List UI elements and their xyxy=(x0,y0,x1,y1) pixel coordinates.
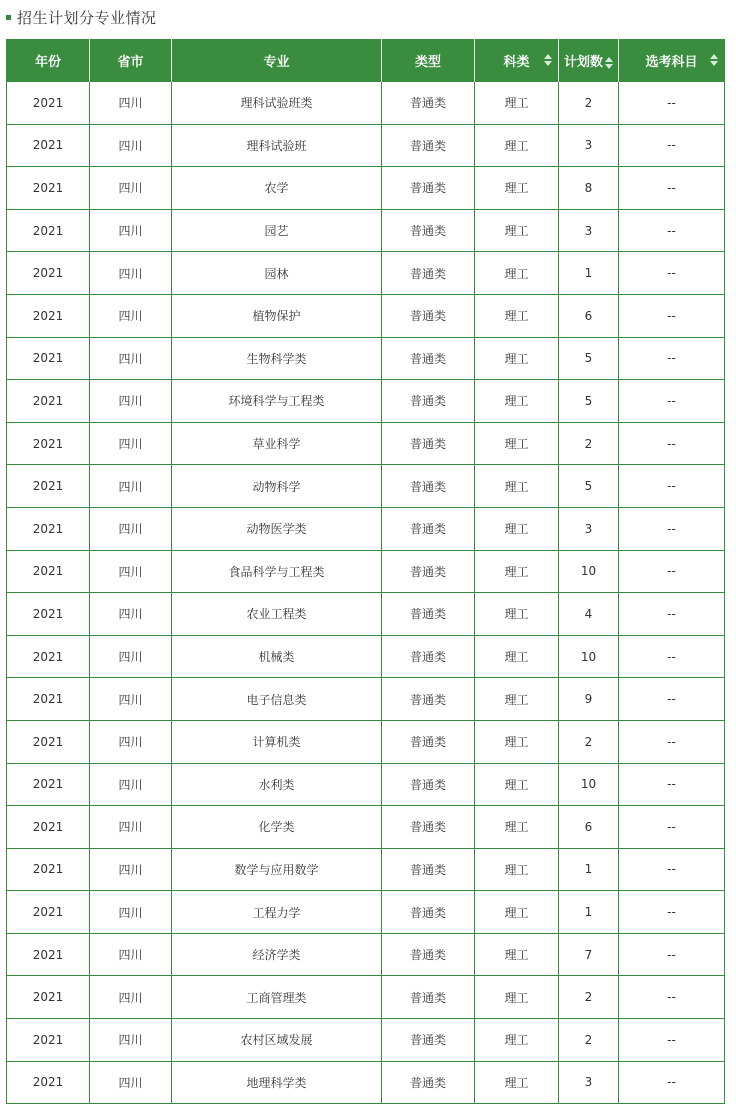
cell-province: 四川 xyxy=(90,1019,172,1062)
cell-subjects: -- xyxy=(619,806,725,849)
cell-province: 四川 xyxy=(90,124,172,167)
cell-major: 经济学类 xyxy=(172,933,382,976)
cell-plan-count: 10 xyxy=(559,635,619,678)
cell-subjects: -- xyxy=(619,720,725,763)
cell-type: 普通类 xyxy=(382,678,475,721)
cell-major: 动物医学类 xyxy=(172,507,382,550)
cell-subjects: -- xyxy=(619,891,725,934)
cell-province: 四川 xyxy=(90,806,172,849)
cell-category: 理工 xyxy=(475,678,559,721)
cell-category: 理工 xyxy=(475,891,559,934)
cell-type: 普通类 xyxy=(382,507,475,550)
cell-major: 草业科学 xyxy=(172,422,382,465)
table-row xyxy=(7,380,725,423)
cell-year: 2021 xyxy=(7,82,90,125)
header-subjects-label: 选考科目 xyxy=(645,54,698,70)
table-row xyxy=(7,422,725,465)
cell-plan-count: 8 xyxy=(559,167,619,210)
cell-type: 普通类 xyxy=(382,891,475,934)
cell-category: 理工 xyxy=(475,848,559,891)
table-row xyxy=(7,465,725,508)
cell-province: 四川 xyxy=(90,294,172,337)
cell-major: 食品科学与工程类 xyxy=(172,550,382,593)
cell-subjects: -- xyxy=(619,848,725,891)
table-row xyxy=(7,167,725,210)
cell-type: 普通类 xyxy=(382,124,475,167)
cell-year: 2021 xyxy=(7,720,90,763)
cell-year: 2021 xyxy=(7,763,90,806)
header-major xyxy=(172,39,382,82)
cell-major: 化学类 xyxy=(172,806,382,849)
cell-province: 四川 xyxy=(90,82,172,125)
cell-major: 工商管理类 xyxy=(172,976,382,1019)
cell-category: 理工 xyxy=(475,167,559,210)
cell-province: 四川 xyxy=(90,720,172,763)
cell-category: 理工 xyxy=(475,635,559,678)
table-row xyxy=(7,891,725,934)
cell-province: 四川 xyxy=(90,1061,172,1104)
cell-major: 数学与应用数学 xyxy=(172,848,382,891)
cell-plan-count: 6 xyxy=(559,294,619,337)
cell-province: 四川 xyxy=(90,550,172,593)
cell-province: 四川 xyxy=(90,337,172,380)
cell-major: 计算机类 xyxy=(172,720,382,763)
cell-type: 普通类 xyxy=(382,465,475,508)
cell-major: 电子信息类 xyxy=(172,678,382,721)
cell-major: 园林 xyxy=(172,252,382,295)
cell-type: 普通类 xyxy=(382,252,475,295)
cell-plan-count: 1 xyxy=(559,848,619,891)
header-year-label: 年份 xyxy=(34,54,61,70)
cell-plan-count: 2 xyxy=(559,1019,619,1062)
table-row xyxy=(7,933,725,976)
cell-year: 2021 xyxy=(7,380,90,423)
cell-type: 普通类 xyxy=(382,806,475,849)
cell-plan-count: 3 xyxy=(559,209,619,252)
cell-plan-count: 6 xyxy=(559,806,619,849)
cell-category: 理工 xyxy=(475,976,559,1019)
cell-province: 四川 xyxy=(90,763,172,806)
cell-plan-count: 1 xyxy=(559,252,619,295)
table-body xyxy=(7,82,725,1104)
cell-subjects: -- xyxy=(619,82,725,125)
cell-plan-count: 2 xyxy=(559,720,619,763)
cell-category: 理工 xyxy=(475,1019,559,1062)
cell-category: 理工 xyxy=(475,593,559,636)
cell-province: 四川 xyxy=(90,380,172,423)
cell-province: 四川 xyxy=(90,848,172,891)
cell-category: 理工 xyxy=(475,550,559,593)
cell-type: 普通类 xyxy=(382,1061,475,1104)
cell-year: 2021 xyxy=(7,848,90,891)
table-row xyxy=(7,848,725,891)
cell-major: 机械类 xyxy=(172,635,382,678)
sort-arrows-icon[interactable] xyxy=(605,57,613,69)
cell-subjects: -- xyxy=(619,465,725,508)
cell-province: 四川 xyxy=(90,209,172,252)
cell-type: 普通类 xyxy=(382,933,475,976)
table-row xyxy=(7,976,725,1019)
table-header-row xyxy=(7,39,725,82)
header-type xyxy=(382,39,475,82)
cell-year: 2021 xyxy=(7,678,90,721)
cell-year: 2021 xyxy=(7,465,90,508)
cell-province: 四川 xyxy=(90,593,172,636)
header-province xyxy=(90,39,172,82)
table-row xyxy=(7,593,725,636)
cell-category: 理工 xyxy=(475,124,559,167)
cell-province: 四川 xyxy=(90,635,172,678)
cell-subjects: -- xyxy=(619,550,725,593)
cell-major: 植物保护 xyxy=(172,294,382,337)
cell-plan-count: 9 xyxy=(559,678,619,721)
cell-province: 四川 xyxy=(90,891,172,934)
cell-year: 2021 xyxy=(7,933,90,976)
cell-year: 2021 xyxy=(7,252,90,295)
cell-year: 2021 xyxy=(7,1019,90,1062)
cell-type: 普通类 xyxy=(382,550,475,593)
header-plan-count-label: 计划数 xyxy=(563,54,603,70)
cell-category: 理工 xyxy=(475,380,559,423)
cell-subjects: -- xyxy=(619,678,725,721)
table-row xyxy=(7,124,725,167)
cell-category: 理工 xyxy=(475,209,559,252)
cell-province: 四川 xyxy=(90,252,172,295)
cell-subjects: -- xyxy=(619,976,725,1019)
cell-subjects: -- xyxy=(619,380,725,423)
cell-province: 四川 xyxy=(90,507,172,550)
sort-arrows-icon[interactable] xyxy=(544,54,552,66)
cell-plan-count: 3 xyxy=(559,124,619,167)
table-row xyxy=(7,550,725,593)
cell-type: 普通类 xyxy=(382,82,475,125)
table-row xyxy=(7,635,725,678)
cell-category: 理工 xyxy=(475,252,559,295)
cell-category: 理工 xyxy=(475,1061,559,1104)
cell-year: 2021 xyxy=(7,167,90,210)
cell-year: 2021 xyxy=(7,124,90,167)
cell-subjects: -- xyxy=(619,124,725,167)
table-row xyxy=(7,294,725,337)
cell-major: 地理科学类 xyxy=(172,1061,382,1104)
header-category[interactable] xyxy=(475,39,559,82)
header-province-label: 省市 xyxy=(117,54,144,70)
cell-subjects: -- xyxy=(619,593,725,636)
table-row xyxy=(7,806,725,849)
cell-plan-count: 2 xyxy=(559,976,619,1019)
cell-type: 普通类 xyxy=(382,848,475,891)
cell-plan-count: 1 xyxy=(559,891,619,934)
cell-plan-count: 5 xyxy=(559,337,619,380)
cell-year: 2021 xyxy=(7,1061,90,1104)
cell-subjects: -- xyxy=(619,209,725,252)
cell-category: 理工 xyxy=(475,337,559,380)
header-plan-count[interactable] xyxy=(559,39,619,82)
cell-year: 2021 xyxy=(7,337,90,380)
cell-year: 2021 xyxy=(7,507,90,550)
cell-year: 2021 xyxy=(7,294,90,337)
cell-year: 2021 xyxy=(7,806,90,849)
cell-type: 普通类 xyxy=(382,209,475,252)
cell-year: 2021 xyxy=(7,209,90,252)
section-header xyxy=(6,5,157,29)
table-row xyxy=(7,507,725,550)
cell-subjects: -- xyxy=(619,1019,725,1062)
cell-year: 2021 xyxy=(7,593,90,636)
cell-province: 四川 xyxy=(90,678,172,721)
cell-major: 理科试验班 xyxy=(172,124,382,167)
cell-category: 理工 xyxy=(475,465,559,508)
table-row xyxy=(7,763,725,806)
cell-province: 四川 xyxy=(90,933,172,976)
cell-type: 普通类 xyxy=(382,337,475,380)
cell-province: 四川 xyxy=(90,167,172,210)
table-row xyxy=(7,252,725,295)
square-bullet-icon xyxy=(6,15,11,20)
cell-year: 2021 xyxy=(7,550,90,593)
cell-year: 2021 xyxy=(7,635,90,678)
cell-type: 普通类 xyxy=(382,167,475,210)
cell-type: 普通类 xyxy=(382,1019,475,1062)
cell-subjects: -- xyxy=(619,294,725,337)
cell-subjects: -- xyxy=(619,507,725,550)
cell-plan-count: 5 xyxy=(559,380,619,423)
table-row xyxy=(7,209,725,252)
cell-plan-count: 5 xyxy=(559,465,619,508)
cell-major: 理科试验班类 xyxy=(172,82,382,125)
cell-type: 普通类 xyxy=(382,380,475,423)
cell-plan-count: 10 xyxy=(559,763,619,806)
cell-major: 园艺 xyxy=(172,209,382,252)
cell-major: 农学 xyxy=(172,167,382,210)
cell-category: 理工 xyxy=(475,82,559,125)
cell-major: 环境科学与工程类 xyxy=(172,380,382,423)
cell-year: 2021 xyxy=(7,422,90,465)
cell-type: 普通类 xyxy=(382,593,475,636)
cell-type: 普通类 xyxy=(382,720,475,763)
cell-plan-count: 2 xyxy=(559,422,619,465)
cell-major: 水利类 xyxy=(172,763,382,806)
cell-type: 普通类 xyxy=(382,422,475,465)
cell-subjects: -- xyxy=(619,1061,725,1104)
table-row xyxy=(7,678,725,721)
header-year xyxy=(7,39,90,82)
cell-plan-count: 4 xyxy=(559,593,619,636)
cell-subjects: -- xyxy=(619,763,725,806)
cell-type: 普通类 xyxy=(382,763,475,806)
cell-category: 理工 xyxy=(475,763,559,806)
sort-arrows-icon[interactable] xyxy=(710,54,718,66)
cell-province: 四川 xyxy=(90,976,172,1019)
cell-subjects: -- xyxy=(619,635,725,678)
cell-major: 生物科学类 xyxy=(172,337,382,380)
header-category-label: 科类 xyxy=(503,54,530,70)
cell-subjects: -- xyxy=(619,337,725,380)
cell-plan-count: 3 xyxy=(559,507,619,550)
table-row xyxy=(7,1061,725,1104)
cell-category: 理工 xyxy=(475,507,559,550)
cell-category: 理工 xyxy=(475,422,559,465)
enrollment-plan-table xyxy=(6,39,725,1104)
cell-category: 理工 xyxy=(475,933,559,976)
cell-subjects: -- xyxy=(619,167,725,210)
cell-type: 普通类 xyxy=(382,976,475,1019)
cell-subjects: -- xyxy=(619,422,725,465)
cell-subjects: -- xyxy=(619,252,725,295)
table-row xyxy=(7,82,725,125)
cell-major: 农村区域发展 xyxy=(172,1019,382,1062)
cell-province: 四川 xyxy=(90,465,172,508)
cell-major: 工程力学 xyxy=(172,891,382,934)
cell-plan-count: 7 xyxy=(559,933,619,976)
cell-year: 2021 xyxy=(7,891,90,934)
cell-type: 普通类 xyxy=(382,635,475,678)
cell-major: 农业工程类 xyxy=(172,593,382,636)
header-major-label: 专业 xyxy=(263,54,290,70)
header-type-label: 类型 xyxy=(414,54,441,70)
cell-plan-count: 2 xyxy=(559,82,619,125)
cell-major: 动物科学 xyxy=(172,465,382,508)
table-row xyxy=(7,337,725,380)
cell-subjects: -- xyxy=(619,933,725,976)
cell-type: 普通类 xyxy=(382,294,475,337)
cell-province: 四川 xyxy=(90,422,172,465)
header-subjects[interactable] xyxy=(619,39,725,82)
cell-year: 2021 xyxy=(7,976,90,1019)
section-title: 招生计划分专业情况 xyxy=(17,8,157,27)
cell-plan-count: 3 xyxy=(559,1061,619,1104)
cell-category: 理工 xyxy=(475,294,559,337)
table-row xyxy=(7,1019,725,1062)
cell-category: 理工 xyxy=(475,806,559,849)
table-row xyxy=(7,720,725,763)
cell-category: 理工 xyxy=(475,720,559,763)
cell-plan-count: 10 xyxy=(559,550,619,593)
